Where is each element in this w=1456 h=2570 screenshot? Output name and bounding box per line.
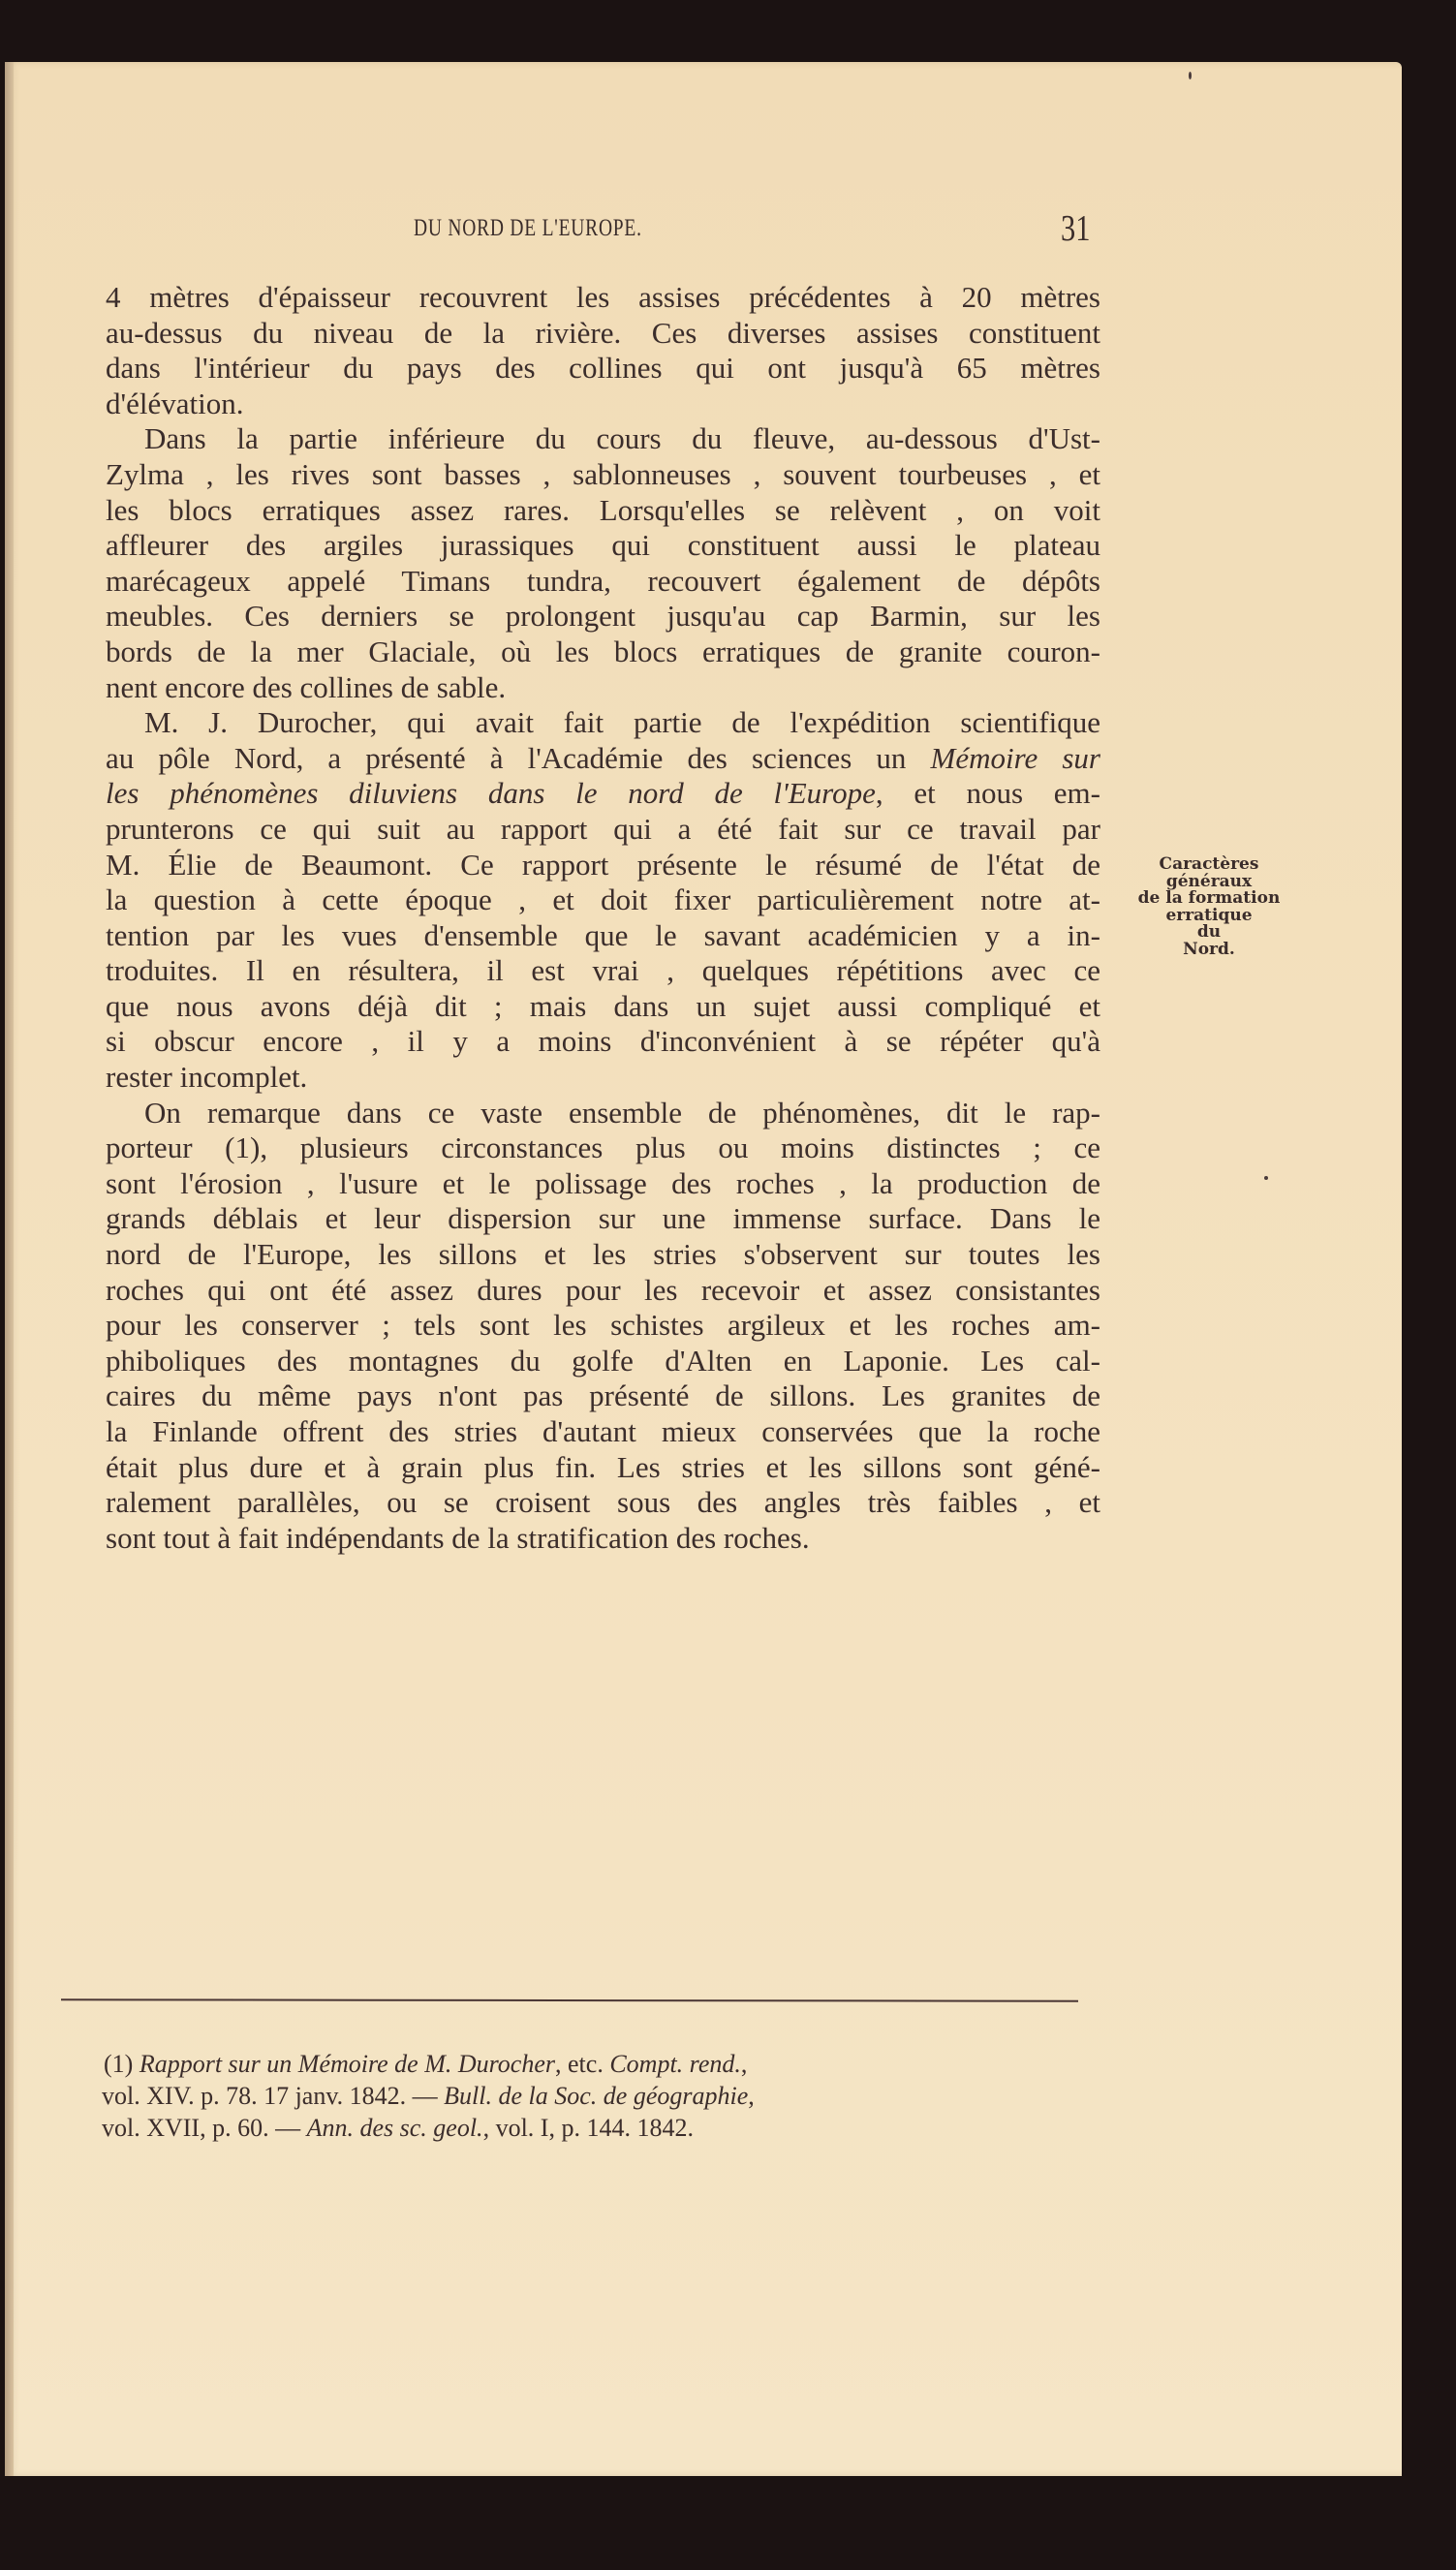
margin-note-line: Nord. [1183, 939, 1235, 959]
footnote-line [102, 2112, 1090, 2144]
text-line: ralement parallèles, ou se croisent sous des angles très faibles , et [106, 1485, 1100, 1520]
text-line: affleurer des argiles jurassiques qui constituent aussi le plateau [106, 528, 1100, 563]
footnote [102, 2048, 1090, 2144]
text-line: sont tout à fait indépendants de la stratification des roches. [106, 1520, 810, 1555]
paper-speck [1264, 1176, 1268, 1180]
footnote-text: , [748, 2082, 755, 2110]
text-line: 4 mètres d'épaisseur recouvrent les assises précédentes à 20 mètres [106, 280, 1100, 314]
footnote-text: vol. XIV. p. 78. 17 janv. 1842. — [102, 2082, 445, 2110]
text-line: phiboliques des montagnes du golfe d'Alten en Laponie. Les cal- [106, 1343, 1100, 1378]
margin-note-line: Caractères [1159, 854, 1259, 874]
running-head-title: DU NORD DE L'EUROPE. [414, 215, 642, 241]
text-line: les blocs erratiques assez rares. Lorsqu'elles se relèvent , on voit [106, 492, 1100, 527]
text-line: bords de la mer Glaciale, où les blocs erratiques de granite couron- [106, 634, 1100, 668]
text-line: M. Élie de Beaumont. Ce rapport présente le résumé de l'état de [106, 847, 1100, 882]
margin-note-line: généraux [1165, 871, 1253, 891]
text-line: la Finlande offrent des stries d'autant mieux conservées que la roche [106, 1414, 1100, 1448]
text-line: roches qui ont été assez dures pour les recevoir et assez consistantes [106, 1272, 1100, 1307]
text-line: sont l'érosion , l'usure et le polissage des roches , la production de [106, 1165, 1100, 1200]
text-line: d'élévation. [106, 386, 244, 420]
text-line: troduites. Il en résultera, il est vrai , quelques répétitions avec ce [106, 953, 1100, 988]
text-line: pour les conserver ; tels sont les schistes argileux et les roches am- [106, 1308, 1100, 1343]
text-line: la question à cette époque , et doit fixer particulièrement notre at- [106, 882, 1100, 917]
paper-speck [1189, 72, 1192, 79]
text-line: Zylma , les rives sont basses , sablonneuses , souvent tourbeuses , et [106, 456, 1100, 491]
page-binding-edge [5, 62, 14, 2476]
footnote-text: , vol. I, p. 144. 1842. [482, 2114, 694, 2142]
text-segment: , et nous em- [875, 776, 1100, 811]
footnote-line [102, 2048, 1090, 2080]
footnote-text: , etc. [555, 2050, 610, 2078]
footnote-divider [61, 1998, 1078, 2001]
footnote-marker: (1) [104, 2050, 134, 2078]
footnote-citation-title: Rapport sur un Mémoire de M. Durocher [139, 2050, 556, 2078]
paragraph-start-line: Dans la partie inférieure du cours du fleuve, au-dessous d'Ust- [144, 421, 1100, 456]
text-line: meubles. Ces derniers se prolongent jusqu'au cap Barmin, sur les [106, 599, 1100, 634]
text-line: porteur (1), plusieurs circonstances plus ou moins distinctes ; ce [106, 1130, 1100, 1165]
text-line: au-dessus du niveau de la rivière. Ces diverses assises constituent [106, 315, 1100, 350]
body-text [106, 280, 1100, 1556]
text-line [106, 741, 1100, 777]
margin-note [1102, 856, 1316, 958]
text-segment: au pôle Nord, a présenté à l'Académie des sciences un [106, 740, 931, 775]
text-line: grands déblais et leur dispersion sur une immense surface. Dans le [106, 1201, 1100, 1236]
text-line: nord de l'Europe, les sillons et les stries s'observent sur toutes les [106, 1237, 1100, 1272]
text-line [106, 776, 1100, 812]
text-line: dans l'intérieur du pays des collines qui ont jusqu'à 65 mètres [106, 351, 1100, 386]
running-head [102, 207, 1109, 249]
text-line: rester incomplet. [106, 1060, 308, 1095]
footnote-journal: Compt. rend. [609, 2050, 741, 2078]
text-line: marécageux appelé Timans tundra, recouvert également de dépôts [106, 563, 1100, 598]
footnote-journal: Bull. de la Soc. de géographie [444, 2082, 749, 2110]
margin-note-line: erratique [1165, 905, 1253, 925]
text-line: était plus dure et à grain plus fin. Les stries et les sillons sont géné- [106, 1449, 1100, 1484]
text-line: prunterons ce qui suit au rapport qui a été fait sur ce travail par [106, 811, 1100, 846]
text-line: que nous avons déjà dit ; mais dans un sujet aussi compliqué et [106, 988, 1100, 1023]
italic-title-segment: les phénomènes diluviens dans le nord de l'Europe [106, 776, 876, 811]
footnote-text: , [740, 2050, 748, 2078]
footnote-text: vol. XVII, p. 60. — [102, 2114, 307, 2142]
text-line: tention par les vues d'ensemble que le savant académicien y a in- [106, 917, 1100, 952]
page-number: 31 [1061, 208, 1091, 249]
text-line: si obscur encore , il y a moins d'inconvénient à se répéter qu'à [106, 1024, 1100, 1059]
footnote-line [102, 2080, 1090, 2112]
margin-note-line: du [1196, 922, 1222, 942]
footnote-journal: Ann. des sc. geol. [306, 2114, 483, 2142]
text-line: caires du même pays n'ont pas présenté de sillons. Les granites de [106, 1378, 1100, 1413]
book-page [5, 62, 1402, 2476]
paragraph-start-line: On remarque dans ce vaste ensemble de phénomènes, dit le rap- [144, 1095, 1100, 1130]
paragraph-start-line: M. J. Durocher, qui avait fait partie de l'expédition scientifique [144, 705, 1100, 740]
italic-title-segment: Mémoire sur [930, 740, 1100, 775]
margin-note-line: de la formation [1137, 888, 1281, 908]
text-line: nent encore des collines de sable. [106, 669, 507, 704]
